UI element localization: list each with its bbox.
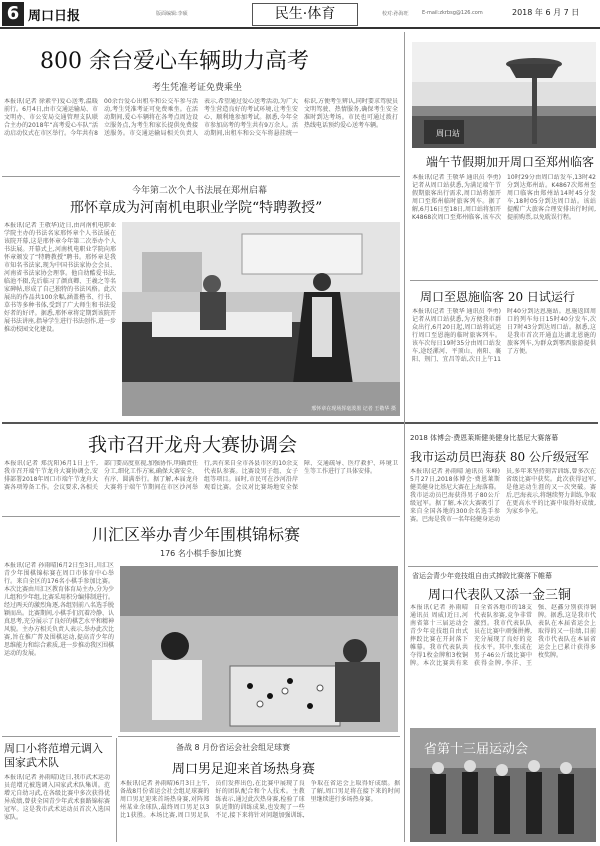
fitness-title: 我市运动员巴海获 80 公斤级冠军: [410, 450, 589, 464]
cars-body: 本报讯(记者 徐素平)爱心送考,温暖前行。6月4日,由市交通运输局、市文明办、市公安局交通管理支队联合主办的2018年“高考爱心车队”活动启动仪式在市区举行。今年共有800余台爱心出租车和公交车参与活动,考生凭准考证可免费乘坐。在活动期间,爱心车辆将在各考点周边设立服务点,为考生和家长提供免费接送服务。市交通运输局相关负责人表示,希望通过爱心送考活动,为广大考生营造良好的考试环境,让考生安心、顺利地参加考试。据悉,今年全市参加高考的考生共有9万余人。活动期间,出租车和公交车将悬挂统一标识,方便考生辨认,同时要求驾驶员文明驾驶、热情服务,确保考生安全准时到达考场。市民也可通过拨打热线电话预约爱心送考车辆。: [4, 98, 398, 137]
train-title: 端午节假期加开周口至郑州临客: [426, 155, 595, 169]
dragon-boat-title: 我市召开龙舟大赛协调会: [88, 434, 298, 456]
divider-3: [2, 422, 598, 424]
martial-body: 本报讯(记者 孙雨晴)近日,我市武术运动员范增元被选调入国家武术队集训。范增元自幼习武,在各级比赛中多次获得优异成绩,曾获全国青少年武术套路锦标赛冠军。这是我市武术运动员首次入选国家队。: [4, 774, 110, 821]
weiqi-subtitle: 176 名小棋手参加比赛: [160, 549, 242, 558]
wushu-kicker: 省运会青少年竞技组自由式摔跤比赛落下帷幕: [412, 572, 552, 580]
header-rule: [0, 27, 600, 29]
divider-6: [2, 736, 112, 737]
calligraphy-title: 邢怀章成为河南机电职业学院“特聘教授”: [70, 200, 323, 216]
station-sign: 周口站: [436, 129, 460, 138]
football-title: 周口男足迎来首场热身赛: [172, 762, 316, 777]
football-kicker: 备战 8 月份省运会社会组足球赛: [176, 743, 291, 752]
train-body: 本报讯(记者 王敬华 通讯员 李勇)记者从周口站获悉,为满足端午节假期旅客出行需求,周口站将加开周口至郑州临时旅客列车。据了解,6月16日至18日,周口站将加开K4868次周口至郑州临客,该车次10时29分由周口站发车,13时42分到达郑州站。K4867次郑州至周口临客由郑州站14时45分发车,18时05分到达周口站。该站提醒广大旅客合理安排出行时间,提前购票,以免耽误行程。: [412, 174, 596, 221]
section-title: 民生·体育: [252, 3, 358, 26]
wushu-title: 周口代表队又添一金三铜: [428, 588, 572, 603]
weiqi-photo: [120, 566, 398, 732]
photo-credit: 邢怀章在现场挥毫泼墨 记者 王敬华 摄: [311, 406, 396, 412]
divider-7: [118, 736, 400, 737]
games-photo: [410, 728, 596, 842]
fitness-kicker: 2018 体博会·费恩莱斯健美健身比基尼大赛落幕: [410, 434, 559, 442]
games-banner: 省第十三届运动会: [424, 742, 529, 757]
station-photo: [412, 42, 596, 148]
proof-label: 校对:孙海旺: [382, 11, 409, 17]
divider-1: [2, 176, 400, 177]
column-separator-left: [116, 738, 117, 842]
train2-title: 周口至恩施临客 20 日试运行: [420, 290, 575, 304]
divider-4: [2, 516, 400, 517]
weiqi-body: 本报讯(记者 孙雨晴)6月2日至3日,川汇区青少年围棋锦标赛在周口市体育中心举行。来自全区的176名小棋手参加比赛。本次比赛由川汇区教育体育局主办,分为少儿组和少年组,比赛采用积分编排制进行。经过两天的激烈角逐,各组别前八名选手脱颖而出。比赛期间,小棋手们沉着冷静、认真思考,充分展示了良好的棋艺水平和精神风貌。主办方相关负责人表示,举办此次比赛,旨在推广普及围棋运动,提高青少年的思维能力和综合素质,进一步推动我区围棋运动的发展。: [4, 562, 114, 657]
football-body: 本报讯(记者 孙雨晴)6月3日上午,备战8月份省运会社会组足球赛的周口男足迎来首场热身赛,对阵郑州某业余球队,最终周口男足以3比1获胜。本场比赛,周口男足队员们发挥出色,在比赛中展现了良好的团队配合和个人技术。主教练表示,通过此次热身赛,检验了球队近期的训练成果,也发现了一些不足,接下来将针对问题加强训练,争取在省运会上取得好成绩。据了解,周口男足将在接下来的时间里继续进行多场热身赛。: [120, 780, 400, 819]
dragon-boat-body: 本报讯(记者 郑沈阳)6月1日上午,我市召开端午节龙舟大赛协调会,安排部署2018年周口市端午节龙舟大赛各项筹备工作。会议要求,各相关部门要高度重视,加强协作,明确责任分工,细化工作方案,确保大赛安全、有序、圆满举行。据了解,本届龙舟大赛将于端午节期间在市区沙河举行,共有来自全市各县市区的10余支代表队参赛。比赛设男子组、女子组等项目。届时,市民可在沙河沿岸观看比赛。会议对比赛场地安全保障、交通疏导、医疗救护、环境卫生等工作进行了具体安排。: [4, 460, 398, 491]
column-separator-right: [404, 32, 405, 842]
email-label: E-mail:zkrbsg@126.com: [422, 10, 483, 16]
divider-2: [410, 280, 598, 281]
cars-subtitle: 考生凭准考证免费乘坐: [152, 83, 243, 93]
divider-5: [408, 566, 598, 567]
editor-label: 版面编辑:李硕: [156, 11, 188, 17]
cars-title: 800 余台爱心车辆助力高考: [40, 49, 309, 74]
martial-title: 周口小将范增元调入国家武术队: [4, 742, 103, 769]
fitness-body: 本报讯(记者 孙雨晴 通讯员 朱峰)5月27日,2018体博会·费恩莱斯健美健身比基尼大赛在上海落幕。我市运动员巴海获得男子80公斤级冠军。据了解,本次大赛吸引了来自全国各地的300余名选手参赛。巴海是我市一名年轻健身运动员,多年来坚持刻苦训练,曾多次在省级比赛中获奖。此次获得冠军,是他运动生涯的又一次突破。赛后,巴海表示,将继续努力训练,争取在更高水平的比赛中取得好成绩,为家乡争光。: [410, 468, 596, 523]
page-number: 6: [2, 2, 24, 26]
calligraphy-body: 本报讯(记者 王敬华)近日,由河南机电职业学院主办的书法名家邢怀章个人书法展在该院开幕,这是邢怀章今年第二次举办个人书法展。开幕式上,河南机电职业学院向邢怀章颁发了“特聘教授”聘书。邢怀章是我市知名书法家,现为中国书法家协会会员、河南省书法家协会理事。他自幼酷爱书法,临池不辍,先后临习了颜真卿、王羲之等名家碑帖,形成了自己独特的书法风格。此次展出的作品共100余幅,涵盖楷书、行书、草书等多种书体,受到了广大师生和书法爱好者的好评。据悉,邢怀章将定期到该院开展书法讲座,指导学生进行书法创作,进一步推动校园文化建设。: [4, 222, 116, 333]
train2-body: 本报讯(记者 王敬华 通讯员 李勇)记者从周口站获悉,为方便我市群众出行,6月20日起,周口站将试运行周口至恩施的临时旅客列车。该车次每日19时35分由周口站发车,途经漯河、平顶山、南阳、襄阳、荆门、宜昌等站,次日上午11时40分到达恩施站。恩施返回周口的列车每日15时40分发车,次日7时43分到达周口站。据悉,这是我市首次开通直达湖北恩施的旅客列车,为群众到鄂西旅游提供了方便。: [412, 308, 596, 363]
issue-date: 2018 年 6 月 7 日: [512, 8, 580, 17]
weiqi-title: 川汇区举办青少年围棋锦标赛: [92, 525, 301, 544]
paper-logo: 周口日报: [28, 9, 81, 24]
calligraphy-photo: [122, 222, 400, 416]
calligraphy-kicker: 今年第二次个人书法展在郑州启幕: [132, 186, 268, 196]
wushu-body: 本报讯(记者 孙雨晴 通讯员 周威)近日,河南省第十三届运动会青少年竞技组自由式摔跤比赛在开封落下帷幕。我市代表队共夺得1枚金牌和3枚铜牌。本次比赛共有来自全省各地市的18支代表队参赛,竞争非常激烈。我市代表队队员在比赛中顽强拼搏,充分展现了良好的竞技水平。其中,张成在男子46公斤级比赛中获得金牌,李洋、王强、赵鑫分别获得铜牌。据悉,这是我市代表队在本届省运会上取得的又一佳绩,目前我市代表队在本届省运会上已累计获得多枚奖牌。: [410, 604, 596, 667]
